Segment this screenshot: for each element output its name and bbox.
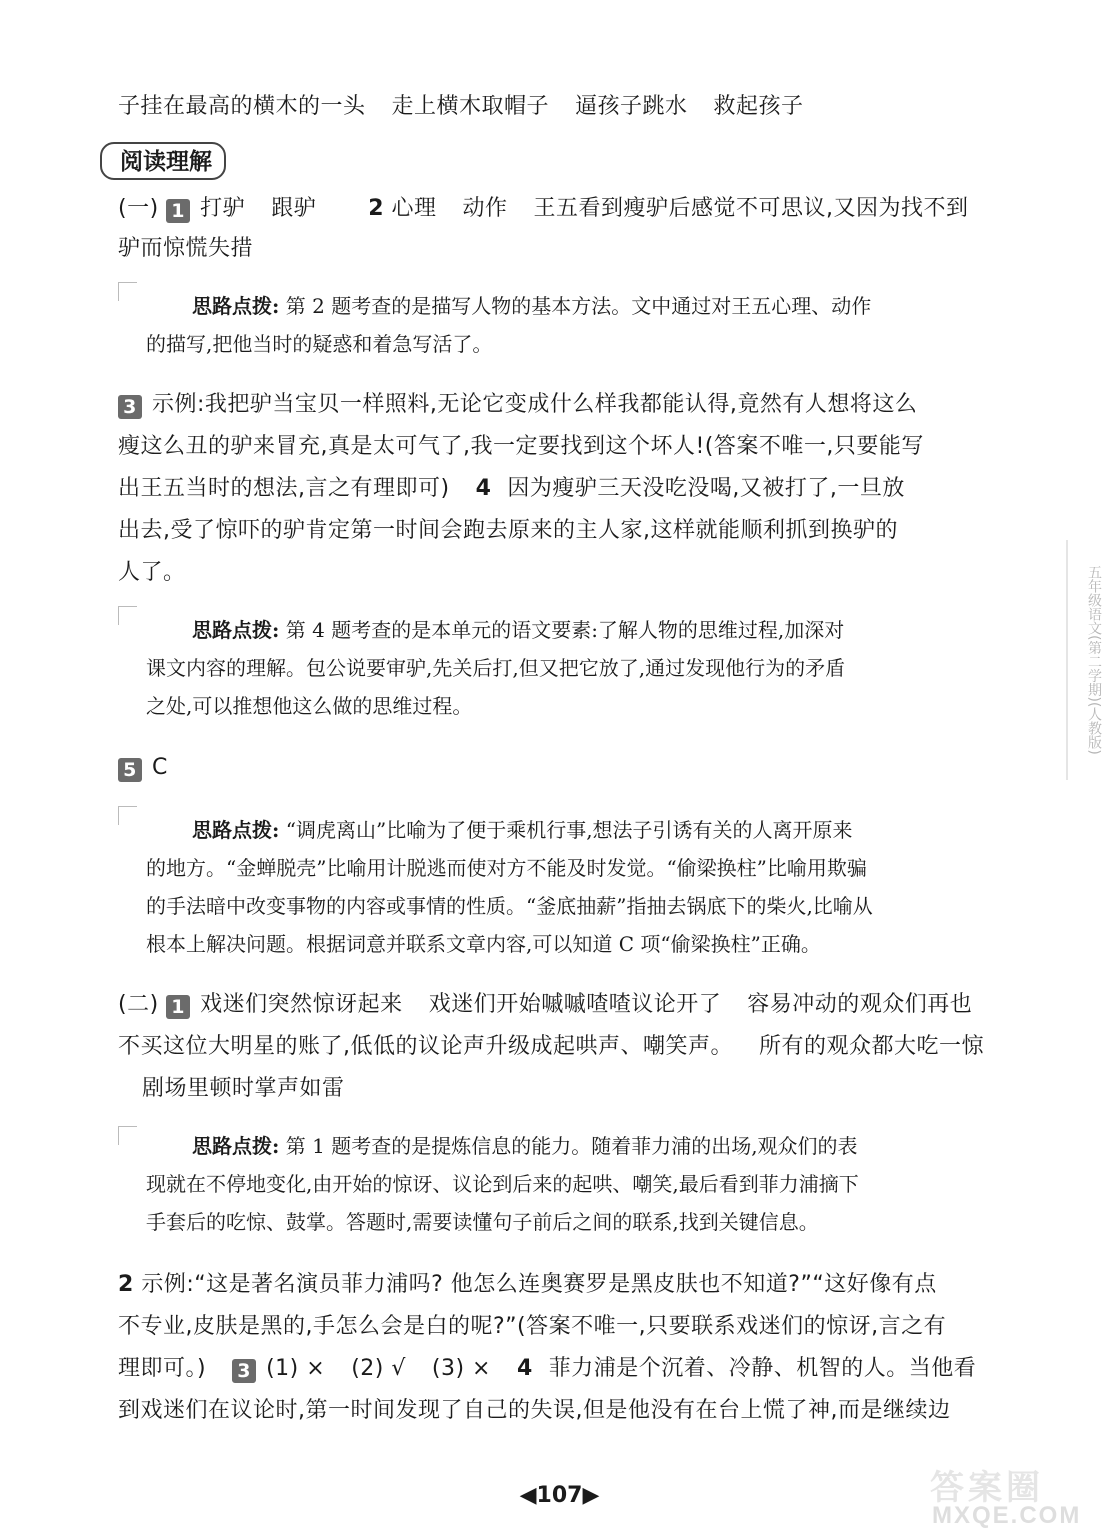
q2-line4: 到戏迷们在议论时,第一时间发现了自己的失误,但是他没有在台上慌了神,而是继续边 xyxy=(118,1398,951,1423)
q3-line2: 瘦这么丑的驴来冒充,真是太可气了,我一定要找到这个坏人!(答案不唯一,只要能写 xyxy=(118,434,924,459)
hint-label: 思路点拨: xyxy=(192,294,280,318)
part2-line1: (二) 1 戏迷们突然惊讶起来 戏迷们开始嘁嘁喳喳议论开了 容易冲动的观众们再也 xyxy=(118,992,973,1018)
hint-box-4: 思路点拨: 第 1 题考查的是提炼信息的能力。随着菲力浦的出场,观众们的表 现就在不停地变化,由开始的惊讶、议论到后来的起哄、嘲笑,最后看到菲力浦摘下 手套后的吃惊、鼓掌。答题时,需要读懂句子前后之间的联系,找到关键信息。 xyxy=(118,1126,988,1252)
q2-line2: 不专业,皮肤是黑的,手怎么会是白的呢?”(答案不唯一,只要联系戏迷们的惊讶,言之有 xyxy=(118,1314,947,1339)
hint-box-2: 思路点拨: 第 4 题考查的是本单元的语文要素:了解人物的思维过程,加深对 课文内容的理解。包公说要审驴,先关后打,但又把它放了,通过发现他行为的矛盾 之处,可以推想他这么做的思维过程。 xyxy=(118,606,988,732)
side-tab-book-title: 五年级语文(第二学期)(人教版) xyxy=(1086,565,1102,755)
hint-box-1: 思路点拨: 第 2 题考查的是描写人物的基本方法。文中通过对王五心理、动作 的描写,把他当时的疑惑和着急写活了。 xyxy=(118,282,988,372)
q3-line1: 3 示例:我把驴当宝贝一样照料,无论它变成什么样我都能认得,竟然有人想将这么 xyxy=(118,390,917,420)
question-number: 4 xyxy=(516,1356,533,1381)
section-title: 阅读理解 xyxy=(100,142,226,180)
hint-label: 思路点拨: xyxy=(192,1134,280,1158)
watermark-url: MXQE.COM xyxy=(932,1502,1082,1529)
question-number-badge: 1 xyxy=(166,199,190,223)
part1-line1: (一) 1 打驴 跟驴 2 心理 动作 王五看到瘦驴后感觉不可思议,又因为找不到 xyxy=(118,196,969,222)
part1-line2: 驴而惊慌失措 xyxy=(118,236,254,261)
q3-line4: 出去,受了惊吓的驴肯定第一时间会跑去原来的主人家,这样就能顺利抓到换驴的 xyxy=(118,518,898,543)
question-number: 2 xyxy=(368,196,385,221)
q5-line: 5 C xyxy=(118,753,168,783)
top-answer-line: 子挂在最高的横木的一头 走上横木取帽子 逼孩子跳水 救起孩子 xyxy=(118,94,804,119)
q3-line3: 出王五当时的想法,言之有理即可) 4 因为瘦驴三天没吃没喝,又被打了,一旦放 xyxy=(118,476,905,501)
part2-line3: 剧场里顿时掌声如雷 xyxy=(142,1076,345,1101)
question-number: 4 xyxy=(475,476,492,501)
hint-corner xyxy=(118,1126,137,1145)
hint-corner xyxy=(118,606,137,625)
question-number: 2 xyxy=(118,1272,134,1297)
hint-box-3: 思路点拨: “调虎离山”比喻为了便于乘机行事,想法子引诱有关的人离开原来 的地方。“金蝉脱壳”比喻用计脱逃而使对方不能及时发觉。“偷梁换柱”比喻用欺骗 的手法暗中改变事物的内容或事情的性质。“釜底抽薪”指抽去锅底下的柴火,比喻从 根本上解决问题。根据词意并联系文章内容,可以知道 C 项“偷梁换柱”正确。 xyxy=(118,806,988,970)
question-number-badge: 5 xyxy=(118,758,142,782)
page-number: ◀107▶ xyxy=(519,1483,600,1508)
hint-label: 思路点拨: xyxy=(192,618,280,642)
hint-corner xyxy=(118,282,137,301)
q2-line3: 理即可。) 3 (1) × (2) √ (3) × 4 菲力浦是个沉着、冷静、机智的人。当他看 xyxy=(118,1356,977,1382)
side-divider xyxy=(1066,540,1068,780)
watermark xyxy=(920,1460,1110,1530)
question-number-badge: 3 xyxy=(118,395,142,419)
question-number-badge: 1 xyxy=(166,995,190,1019)
watermark-logo-text: 答案圈 xyxy=(930,1468,1044,1508)
part2-line2: 不买这位大明星的账了,低低的议论声升级成起哄声、嘲笑声。 所有的观众都大吃一惊 xyxy=(118,1034,985,1059)
q3-line5: 人了。 xyxy=(118,560,186,585)
q2-line1: 2 示例:“这是著名演员菲力浦吗? 他怎么连奥赛罗是黑皮肤也不知道?”“这好像有点 xyxy=(118,1272,937,1297)
hint-corner xyxy=(118,806,137,825)
hint-label: 思路点拨: xyxy=(192,818,280,842)
question-number-badge: 3 xyxy=(232,1359,256,1383)
